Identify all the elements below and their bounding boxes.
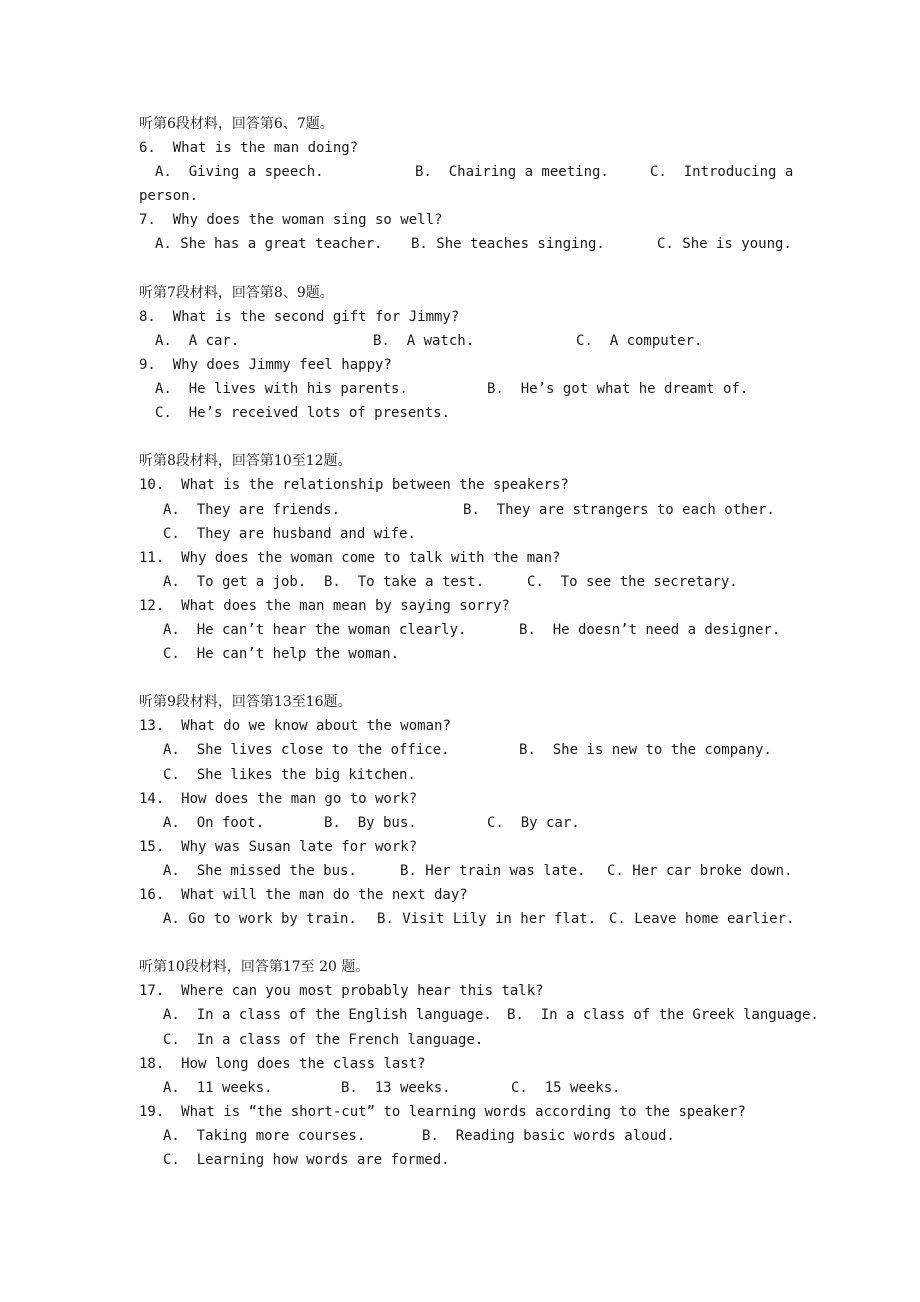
option-c: C. To see the secretary. (527, 573, 738, 590)
option-c: C. Leave home earlier. (609, 911, 795, 928)
question-stem: 9. Why does Jimmy feel happy? (139, 356, 392, 373)
section-heading: 听第6段材料，回答第6、7题。 (139, 116, 334, 132)
option-b: B. Chairing a meeting. (415, 164, 609, 181)
option-b: B. He doesn’t need a designer. (519, 621, 781, 638)
options-row (139, 763, 789, 787)
options-row (139, 907, 795, 931)
option-b: B. 13 weeks. (341, 1079, 451, 1096)
option-b: B. She teaches singing. (411, 236, 605, 253)
option-b: B. By bus. (324, 814, 417, 831)
options-row (139, 1028, 789, 1052)
question-stem: 19. What is “the short-cut” to learning words according to the speaker? (139, 1103, 746, 1120)
question-stem: 18. How long does the class last? (139, 1055, 426, 1072)
options-row (139, 811, 789, 835)
options-row (139, 570, 789, 594)
question-stem: 17. Where can you most probably hear this talk? (139, 983, 544, 1000)
question-stem: 6. What is the man doing? (139, 140, 359, 157)
option-c: C. He can’t help the woman. (163, 646, 400, 663)
options-row (139, 618, 789, 642)
option-c: C. They are husband and wife. (163, 525, 416, 542)
option-a: A. A car. (155, 332, 240, 349)
option-b: B. They are strangers to each other. (463, 501, 775, 518)
option-c: C. Learning how words are formed. (163, 1152, 450, 1169)
option-a: A. She lives close to the office. (163, 742, 450, 759)
options-row (139, 859, 793, 883)
question-stem: 12. What does the man mean by saying sorry? (139, 597, 510, 614)
section-heading: 听第9段材料，回答第13至16题。 (139, 694, 352, 711)
option-a: A. She has a great teacher. (155, 236, 383, 253)
option-a: A. He can’t hear the woman clearly. (163, 621, 467, 638)
option-b: B. Her train was late. (400, 862, 586, 879)
options-row (139, 160, 794, 184)
question-stem: 15. Why was Susan late for work? (139, 838, 418, 855)
option-a: A. They are friends. (163, 501, 341, 518)
options-row (139, 329, 789, 353)
option-a: A. Giving a speech. (155, 164, 324, 181)
option-b: B. She is new to the company. (519, 742, 772, 759)
option-continuation: person. (139, 188, 199, 205)
question-stem: 8. What is the second gift for Jimmy? (139, 308, 460, 325)
option-b: B. In a class of the Greek language. (507, 1007, 819, 1024)
option-c: C. Her car broke down. (607, 862, 793, 879)
option-b: B. A watch. (373, 332, 475, 349)
section-heading: 听第8段材料，回答第10至12题。 (139, 453, 352, 470)
options-row (139, 1003, 819, 1027)
option-a: A. 11 weeks. (163, 1079, 273, 1096)
options-row (139, 498, 789, 522)
option-a: A. On foot. (163, 814, 265, 831)
option-c: C. She likes the big kitchen. (163, 766, 416, 783)
exam-page (139, 112, 819, 1172)
option-a: A. Go to work by train. (163, 911, 357, 928)
section-heading: 听第10段材料，回答第17至 20 题。 (139, 959, 370, 976)
option-a: A. In a class of the English language. (163, 1007, 492, 1024)
section-heading: 听第7段材料，回答第8、9题。 (139, 284, 334, 301)
options-row (139, 1124, 789, 1148)
question-stem: 11. Why does the woman come to talk with the man? (139, 549, 561, 566)
option-c: C. Introducing a (650, 164, 794, 181)
option-b: B. Reading basic words aloud. (422, 1127, 675, 1144)
option-b: B. He’s got what he dreamt of. (487, 381, 749, 398)
options-row (139, 522, 789, 546)
question-stem: 10. What is the relationship between the speakers? (139, 477, 569, 494)
option-c: C. She is young. (657, 236, 792, 253)
question-stem: 13. What do we know about the woman? (139, 718, 451, 735)
option-c: C. By car. (487, 814, 580, 831)
question-stem: 7. Why does the woman sing so well? (139, 212, 443, 229)
option-a: A. To get a job. (163, 573, 307, 590)
options-row (139, 232, 792, 256)
question-stem: 16. What will the man do the next day? (139, 887, 468, 903)
option-b: B. To take a test. (324, 573, 485, 590)
options-row (139, 401, 789, 425)
options-row (139, 1076, 789, 1100)
option-b: B. Visit Lily in her flat. (377, 911, 597, 928)
options-row (139, 642, 789, 666)
question-stem: 14. How does the man go to work? (139, 790, 418, 807)
option-a: A. Taking more courses. (163, 1127, 366, 1144)
option-a: A. She missed the bus. (163, 862, 357, 879)
options-row (139, 377, 789, 401)
option-c: C. In a class of the French language. (163, 1031, 484, 1048)
options-row (139, 738, 789, 762)
options-row (139, 1148, 789, 1172)
option-c: C. A computer. (576, 332, 703, 349)
option-a: A. He lives with his parents. (155, 381, 408, 398)
option-c: C. 15 weeks. (511, 1079, 621, 1096)
option-c: C. He’s received lots of presents. (155, 405, 451, 422)
